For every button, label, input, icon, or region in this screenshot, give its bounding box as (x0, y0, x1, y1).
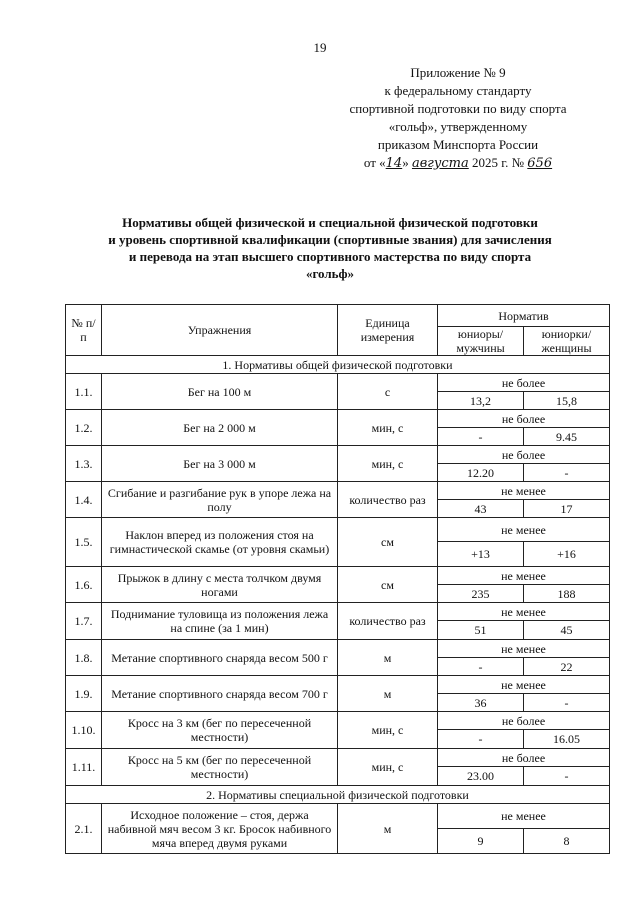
row-number: 1.7. (66, 603, 102, 640)
appendix-block (328, 64, 588, 173)
value-men: 9 (438, 829, 524, 854)
table-row (66, 804, 610, 829)
table-row (66, 446, 610, 464)
row-unit: количество раз (338, 603, 438, 640)
row-condition: не менее (438, 603, 610, 621)
appendix-line: к федеральному стандарту (384, 83, 532, 98)
table-row (66, 676, 610, 694)
row-condition: не менее (438, 676, 610, 694)
row-unit: с (338, 374, 438, 410)
value-men: 13,2 (438, 392, 524, 410)
appendix-line: спортивной подготовки по виду спорта (349, 101, 567, 116)
value-men: 43 (438, 500, 524, 518)
date-prefix: от « (363, 155, 386, 170)
handwritten-day: 14 (385, 156, 403, 171)
row-number: 1.2. (66, 410, 102, 446)
row-exercise: Метание спортивного снаряда весом 700 г (102, 676, 338, 712)
value-women: 22 (524, 658, 610, 676)
title-line: и перевода на этап высшего спортивного мастерства по виду спорта (128, 249, 532, 264)
value-women: 17 (524, 500, 610, 518)
order-date-line (328, 154, 588, 173)
row-number: 1.5. (66, 518, 102, 567)
row-condition: не более (438, 712, 610, 730)
value-women: 9.45 (524, 428, 610, 446)
row-number: 1.10. (66, 712, 102, 749)
table-row (66, 712, 610, 730)
row-number: 1.9. (66, 676, 102, 712)
row-exercise: Прыжок в длину с места толчком двумя ногами (102, 567, 338, 603)
title-line: и уровень спортивной квалификации (спортивные звания) для зачисления (108, 232, 552, 247)
row-unit: мин, с (338, 410, 438, 446)
row-exercise: Бег на 100 м (102, 374, 338, 410)
table-row (66, 749, 610, 767)
row-unit: м (338, 804, 438, 854)
row-exercise: Бег на 2 000 м (102, 410, 338, 446)
title-line: «гольф» (305, 266, 355, 281)
row-unit: мин, с (338, 749, 438, 786)
row-condition: не более (438, 374, 610, 392)
table-row (66, 374, 610, 392)
handwritten-order-number: 656 (527, 156, 553, 171)
handwritten-month: августа (411, 156, 469, 171)
row-exercise: Метание спортивного снаряда весом 500 г (102, 640, 338, 676)
row-exercise: Бег на 3 000 м (102, 446, 338, 482)
row-condition: не более (438, 749, 610, 767)
row-condition: не менее (438, 804, 610, 829)
value-men: - (438, 730, 524, 749)
row-exercise: Сгибание и разгибание рук в упоре лежа на полу (102, 482, 338, 518)
row-number: 1.6. (66, 567, 102, 603)
header-women: юниорки/ женщины (524, 327, 610, 356)
row-unit: количество раз (338, 482, 438, 518)
row-number: 2.1. (66, 804, 102, 854)
header-norm: Норматив (438, 305, 610, 327)
table-row (66, 482, 610, 500)
section-heading: 1. Нормативы общей физической подготовки (66, 356, 610, 374)
row-unit: м (338, 640, 438, 676)
row-condition: не менее (438, 567, 610, 585)
value-men: 235 (438, 585, 524, 603)
table-row (66, 603, 610, 621)
row-condition: не менее (438, 518, 610, 542)
value-women: - (524, 694, 610, 712)
row-number: 1.11. (66, 749, 102, 786)
header-unit: Единица измерения (338, 305, 438, 356)
row-number: 1.4. (66, 482, 102, 518)
header-num: № п/п (66, 305, 102, 356)
value-women: - (524, 767, 610, 786)
row-unit: см (338, 567, 438, 603)
table-row (66, 518, 610, 542)
row-exercise: Кросс на 3 км (бег по пересеченной местности) (102, 712, 338, 749)
row-unit: см (338, 518, 438, 567)
row-unit: мин, с (338, 712, 438, 749)
header-exercise: Упражнения (102, 305, 338, 356)
row-unit: мин, с (338, 446, 438, 482)
row-number: 1.1. (66, 374, 102, 410)
value-men: - (438, 428, 524, 446)
value-women: 15,8 (524, 392, 610, 410)
table-row (66, 567, 610, 585)
norms-table (65, 304, 610, 854)
date-mid: » (402, 155, 409, 170)
row-condition: не более (438, 446, 610, 464)
table-row (66, 410, 610, 428)
row-unit: м (338, 676, 438, 712)
value-women: +16 (524, 542, 610, 567)
value-men: - (438, 658, 524, 676)
row-condition: не более (438, 410, 610, 428)
row-number: 1.3. (66, 446, 102, 482)
row-condition: не менее (438, 482, 610, 500)
appendix-line: Приложение № 9 (410, 65, 506, 80)
value-women: - (524, 464, 610, 482)
value-women: 188 (524, 585, 610, 603)
page-number: 19 (313, 40, 327, 55)
value-men: +13 (438, 542, 524, 567)
value-women: 16.05 (524, 730, 610, 749)
header-men: юниоры/ мужчины (438, 327, 524, 356)
row-number: 1.8. (66, 640, 102, 676)
title-line: Нормативы общей физической и специальной физической подготовки (122, 215, 538, 230)
value-men: 51 (438, 621, 524, 640)
appendix-line: «гольф», утвержденному (388, 119, 528, 134)
section-heading: 2. Нормативы специальной физической подготовки (66, 786, 610, 804)
date-year: 2025 г. № (472, 155, 525, 170)
value-women: 8 (524, 829, 610, 854)
appendix-line: приказом Минспорта России (377, 137, 539, 152)
value-men: 23.00 (438, 767, 524, 786)
value-men: 12.20 (438, 464, 524, 482)
row-exercise: Исходное положение – стоя, держа набивной мяч весом 3 кг. Бросок набивного мяча вперед двумя руками (102, 804, 338, 854)
document-title (60, 214, 600, 282)
row-condition: не менее (438, 640, 610, 658)
row-exercise: Поднимание туловища из положения лежа на спине (за 1 мин) (102, 603, 338, 640)
row-exercise: Кросс на 5 км (бег по пересеченной местности) (102, 749, 338, 786)
value-women: 45 (524, 621, 610, 640)
value-men: 36 (438, 694, 524, 712)
table-row (66, 640, 610, 658)
row-exercise: Наклон вперед из положения стоя на гимнастической скамье (от уровня скамьи) (102, 518, 338, 567)
